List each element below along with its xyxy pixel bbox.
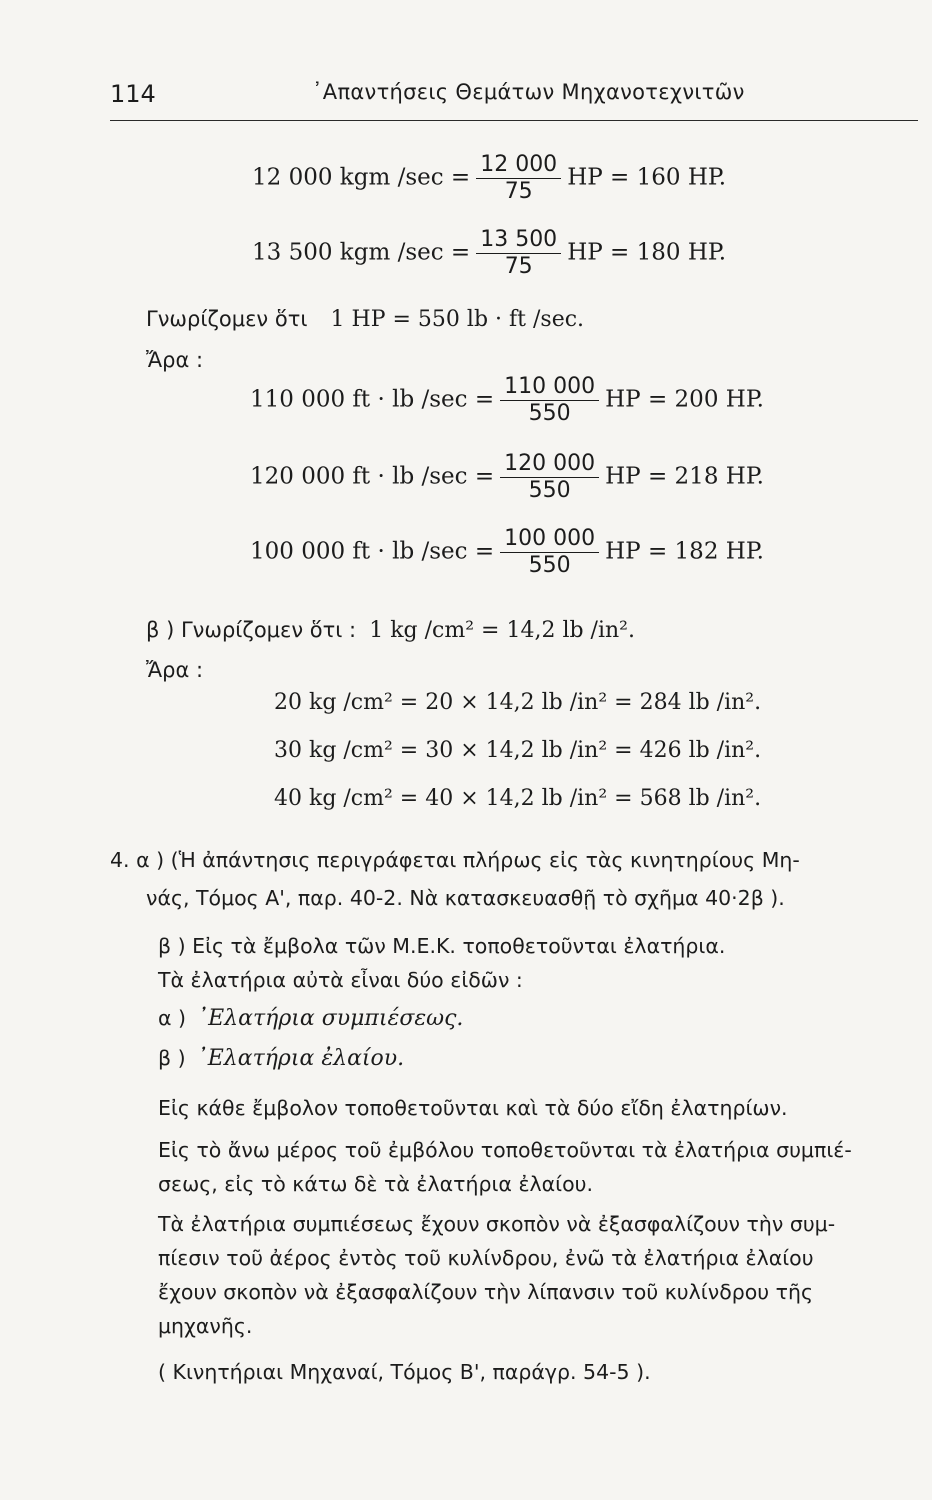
- two-kinds-line: Τὰ ἐλατήρια αὐτὰ εἶναι δύο εἰδῶν :: [158, 968, 523, 992]
- fraction: [500, 374, 599, 427]
- kind-a-label: α ): [158, 1006, 187, 1030]
- fraction: [476, 227, 561, 280]
- ara-label: Ἄρα :: [146, 348, 204, 372]
- fraction-numerator: 110 000: [500, 374, 599, 401]
- running-title: ᾿Απαντήσεις Θεμάτων Μηχανοτεχνιτῶν: [312, 80, 745, 104]
- ara-label: Ἄρα :: [146, 658, 204, 682]
- equation-rhs: HP = 218 HP.: [605, 463, 764, 490]
- kind-a-line: [158, 1006, 463, 1031]
- paragraph-line: πίεσιν τοῦ ἀέρος ἐντὸς τοῦ κυλίνδρου, ἐνῶ τὰ ἐλατήρια ἐλαίου: [158, 1246, 814, 1270]
- equation-lhs: 100 000 ft · lb /sec =: [250, 538, 495, 565]
- q4-line-2: νάς, Τόμος Α', παρ. 40-2. Νὰ κατασκευασθῇ τὸ σχῆμα 40·2β ).: [146, 886, 785, 910]
- known-label: Γνωρίζομεν ὅτι: [146, 307, 308, 331]
- fraction-denominator: 550: [528, 478, 571, 503]
- equation-row: [250, 374, 764, 427]
- fraction-numerator: 12 000: [476, 152, 561, 179]
- kind-b-text: ᾿Ελατήρια ἐλαίου.: [196, 1046, 405, 1071]
- known-hp-line: [146, 307, 584, 332]
- pressure-line: 20 kg /cm² = 20 × 14,2 lb /in² = 284 lb /in².: [274, 690, 762, 715]
- header-rule: [110, 120, 918, 121]
- fraction: [500, 526, 599, 579]
- kind-b-line: [158, 1046, 404, 1071]
- beta-known-line: [146, 618, 635, 643]
- equation-lhs: 120 000 ft · lb /sec =: [250, 463, 495, 490]
- q4-beta-line: β ) Εἰς τὰ ἔμβολα τῶν Μ.Ε.Κ. τοποθετοῦνται ἐλατήρια.: [158, 934, 726, 958]
- paragraph-line: ἔχουν σκοπὸν νὰ ἐξασφαλίζουν τὴν λίπανσιν τοῦ κυλίνδρου τῆς: [158, 1280, 814, 1304]
- paragraph-line: Τὰ ἐλατήρια συμπιέσεως ἔχουν σκοπὸν νὰ ἐξασφαλίζουν τὴν συμ-: [158, 1212, 836, 1236]
- equation-lhs: 13 500 kgm /sec =: [252, 239, 471, 266]
- q4-line-1: 4. α ) (Ἡ ἀπάντησις περιγράφεται πλήρως εἰς τὰς κινητηρίους Μη-: [110, 848, 800, 872]
- fraction-denominator: 75: [504, 179, 533, 204]
- fraction: [476, 152, 561, 205]
- paragraph-line: σεως, εἰς τὸ κάτω δὲ τὰ ἐλατήρια ἐλαίου.: [158, 1172, 594, 1196]
- equation-rhs: HP = 182 HP.: [605, 538, 764, 565]
- beta-known-formula: 1 kg /cm² = 14,2 lb /in².: [369, 618, 635, 643]
- beta-known-label: β ) Γνωρίζομεν ὅτι :: [146, 618, 357, 642]
- paragraph-line: μηχανῆς.: [158, 1314, 253, 1338]
- equation-lhs: 12 000 kgm /sec =: [252, 164, 471, 191]
- pressure-line: 40 kg /cm² = 40 × 14,2 lb /in² = 568 lb /in².: [274, 786, 762, 811]
- fraction-numerator: 100 000: [500, 526, 599, 553]
- equation-row: [252, 152, 726, 205]
- fraction: [500, 451, 599, 504]
- equation-row: [250, 526, 764, 579]
- paragraph-line: Εἰς τὸ ἄνω μέρος τοῦ ἐμβόλου τοποθετοῦνται τὰ ἐλατήρια συμπιέ-: [158, 1138, 852, 1162]
- paragraph-line: Εἰς κάθε ἔμβολον τοποθετοῦνται καὶ τὰ δύο εἴδη ἐλατηρίων.: [158, 1096, 788, 1120]
- fraction-numerator: 13 500: [476, 227, 561, 254]
- equation-rhs: HP = 200 HP.: [605, 386, 764, 413]
- fraction-denominator: 550: [528, 401, 571, 426]
- fraction-denominator: 550: [528, 553, 571, 578]
- equation-lhs: 110 000 ft · lb /sec =: [250, 386, 495, 413]
- equation-rhs: HP = 160 HP.: [567, 164, 727, 191]
- fraction-denominator: 75: [504, 254, 533, 279]
- equation-rhs: HP = 180 HP.: [567, 239, 727, 266]
- equation-row: [250, 451, 764, 504]
- kind-a-text: ᾿Ελατήρια συμπιέσεως.: [197, 1006, 464, 1031]
- page-number: 114: [110, 80, 156, 108]
- fraction-numerator: 120 000: [500, 451, 599, 478]
- kind-b-label: β ): [158, 1046, 186, 1070]
- equation-row: [252, 227, 726, 280]
- known-formula: 1 HP = 550 lb · ft /sec.: [330, 307, 585, 332]
- pressure-line: 30 kg /cm² = 30 × 14,2 lb /in² = 426 lb /in².: [274, 738, 762, 763]
- reference-line: ( Κινητήριαι Μηχαναί, Τόμος Β', παράγρ. 54-5 ).: [158, 1360, 651, 1384]
